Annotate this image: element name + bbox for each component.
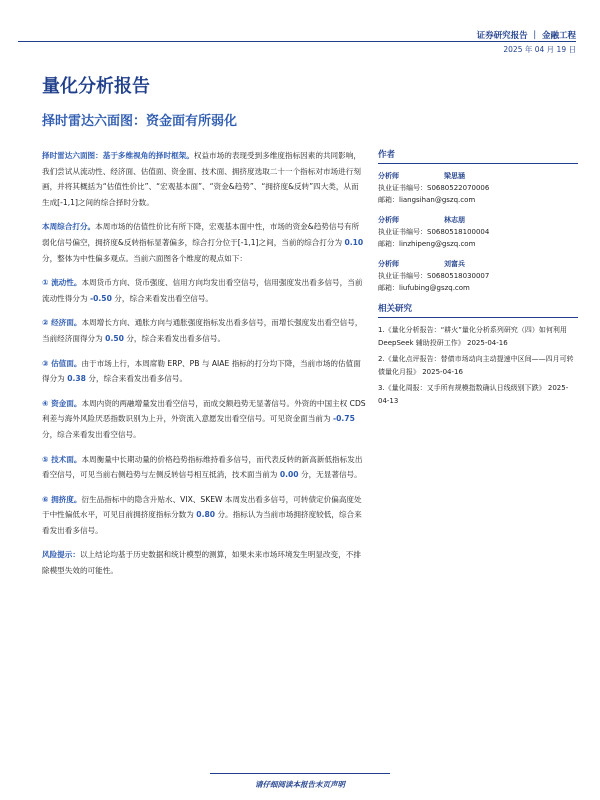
author-role: 分析师 bbox=[378, 172, 399, 180]
weekly-score-paragraph bbox=[42, 219, 366, 266]
dimension-item bbox=[42, 356, 366, 387]
footer-disclaimer: 请仔细阅读本报告末页声明 bbox=[255, 780, 345, 789]
author-card bbox=[378, 214, 578, 250]
intro-text: 权益市场的表现受到多维度指标因素的共同影响，我们尝试从流动性、经济面、估值面、资金面、技术面、拥挤度选取二十一个指标对市场进行刻画，并将其概括为“估值性价比”、“宏观基本面”、“资金&趋势”、“拥挤度&反转”四大类，从而生成[-1,1]之间的综合择时分数。 bbox=[42, 151, 361, 207]
dimension-text-a: 衍生品指标中的隐含升贴水、VIX、SKEW 本周发出看多信号，可转债定价偏高度处于中性偏低水平，可见目前拥挤度指标分数为 bbox=[42, 494, 362, 520]
dimension-text-b: 分，综合来看发出看多信号。 bbox=[126, 333, 226, 343]
report-subtitle: 择时雷达六面图：资金面有所弱化 bbox=[42, 114, 238, 129]
risk-heading: 风险提示： bbox=[42, 550, 80, 560]
dimension-text-a: 由于市场上行，本周席勒 ERP、PB 与 AIAE 指标的打分均下降，当前市场的估值面得分为 bbox=[42, 358, 361, 384]
dimension-heading: ④ 资金面。 bbox=[42, 398, 82, 408]
email-label: 邮箱： bbox=[378, 240, 399, 248]
dimension-text-b: 分。指标认为当前市场拥挤度较低，综合来看发出看多信号。 bbox=[42, 510, 362, 535]
weekly-score-text-b: 分，整体为中性偏多观点。当前六面图各个维度的观点如下： bbox=[42, 253, 248, 263]
dimension-text-b: 分，综合来看发出看空信号。 bbox=[114, 293, 214, 303]
composite-score: 0.10 bbox=[344, 237, 364, 247]
email-label: 邮箱： bbox=[378, 196, 399, 204]
weekly-score-text-a: 本周市场的估值性价比有所下降，宏观基本面中性，市场的资金&趋势信号有所弱化信号偏空，拥挤度&反转指标显著偏多，综合打分位于[-1,1]之间，当前的综合打分为 bbox=[42, 222, 360, 247]
cert-number: S0680518030007 bbox=[427, 272, 490, 280]
report-type-title: 量化分析报告 bbox=[42, 76, 150, 97]
author-role: 分析师 bbox=[378, 216, 399, 224]
author-name: 刘富兵 bbox=[444, 260, 465, 268]
risk-paragraph bbox=[42, 547, 366, 578]
dimension-item bbox=[42, 315, 366, 346]
cert-number: S0680518100004 bbox=[427, 228, 490, 236]
author-email[interactable]: liufubing@gszq.com bbox=[399, 284, 470, 292]
related-link[interactable]: 2.《量化点评报告：替债市场动向主动提速中区间——四月可转债量化月报》 2025-04-16 bbox=[378, 355, 574, 376]
dimension-score: 0.38 bbox=[67, 374, 86, 384]
report-body bbox=[42, 148, 366, 588]
author-card bbox=[378, 258, 578, 294]
cert-label: 执业证书编号： bbox=[378, 184, 427, 192]
author-email[interactable]: linzhipeng@gszq.com bbox=[399, 240, 476, 248]
dimension-text-a: 本周衡量中长期动量的价格趋势指标维持看多信号，而代表反转的新高新低指标发出看空信号，可见当前右侧趋势与左侧反转信号相互抵消，技术面当前为 bbox=[42, 454, 363, 480]
author-name: 林志朋 bbox=[444, 216, 465, 224]
dimension-score: 0.00 bbox=[279, 470, 299, 480]
cert-number: S0680522070006 bbox=[427, 184, 490, 192]
dimension-text-a: 本周内资的两融增量发出看空信号，而成交额趋势无显著信号。外资的中国主权 CDS 利差与海外风险厌恶指数识别为上升，外资流入意愿发出看空信号。可见资金面当前为 bbox=[42, 398, 366, 424]
report-date: 2025 年 04 月 19 日 bbox=[503, 45, 576, 54]
risk-text: 以上结论均基于历史数据和统计模型的测算，如果未来市场环境发生明显改变，不排除模型失效的可能性。 bbox=[42, 550, 361, 576]
dimension-score: -0.75 bbox=[332, 414, 355, 424]
dimension-item bbox=[42, 452, 366, 483]
dimension-heading: ① 流动性。 bbox=[42, 278, 82, 288]
dimension-score: -0.50 bbox=[89, 293, 112, 303]
dimension-heading: ② 经济面。 bbox=[42, 318, 82, 328]
page-header bbox=[0, 0, 600, 58]
dimension-text-b: 分，综合来看发出看空信号。 bbox=[42, 429, 141, 439]
weekly-score-heading: 本周综合打分。 bbox=[42, 222, 96, 232]
dimension-item bbox=[42, 275, 366, 306]
author-name: 梁思涵 bbox=[444, 172, 465, 180]
dimension-score: 0.80 bbox=[196, 510, 216, 520]
footer-divider bbox=[210, 773, 390, 774]
cert-label: 执业证书编号： bbox=[378, 272, 427, 280]
dimension-heading: ⑥ 拥挤度。 bbox=[42, 494, 82, 504]
cert-label: 执业证书编号： bbox=[378, 228, 427, 236]
intro-heading: 择时雷达六面图：基于多维视角的择时框架。 bbox=[42, 151, 194, 160]
related-link[interactable]: 3.《量化周报：又手所有规模指数确认日线级别下跌》 2025-04-13 bbox=[378, 384, 569, 405]
dimension-heading: ⑤ 技术面。 bbox=[42, 454, 82, 464]
dimension-score: 0.50 bbox=[105, 333, 124, 343]
email-label: 邮箱： bbox=[378, 284, 399, 292]
author-role: 分析师 bbox=[378, 260, 399, 268]
report-category: 证券研究报告 ｜ 金融工程 bbox=[476, 31, 576, 41]
related-link[interactable]: 1.《量化分析报告：“耕火”量化分析系列研究（四）如何利用 DeepSeek 辅助投研工作》 2025-04-16 bbox=[378, 326, 567, 347]
dimension-item bbox=[42, 492, 366, 539]
intro-paragraph bbox=[42, 148, 366, 210]
dimension-item bbox=[42, 396, 366, 443]
dimension-heading: ③ 估值面。 bbox=[42, 358, 82, 368]
dimension-text-b: 分，无显著信号。 bbox=[301, 470, 362, 480]
dimension-text-a: 本周货币方向、货币强度、信用方向均发出看空信号，信用强度发出看多信号，当前流动性得分为 bbox=[42, 278, 363, 303]
dimension-text-b: 分，综合来看发出看多信号。 bbox=[88, 374, 188, 384]
author-email[interactable]: liangsihan@gszq.com bbox=[399, 196, 476, 204]
related-heading: 相关研究 bbox=[378, 302, 578, 318]
author-card bbox=[378, 170, 578, 206]
dimension-text-a: 本周增长方向、通胀方向与通胀强度指标发出看多信号，而增长强度发出看空信号，当前经济面得分为 bbox=[42, 318, 363, 343]
header-divider bbox=[18, 41, 576, 42]
authors-heading: 作者 bbox=[378, 148, 578, 164]
sidebar bbox=[378, 148, 578, 411]
